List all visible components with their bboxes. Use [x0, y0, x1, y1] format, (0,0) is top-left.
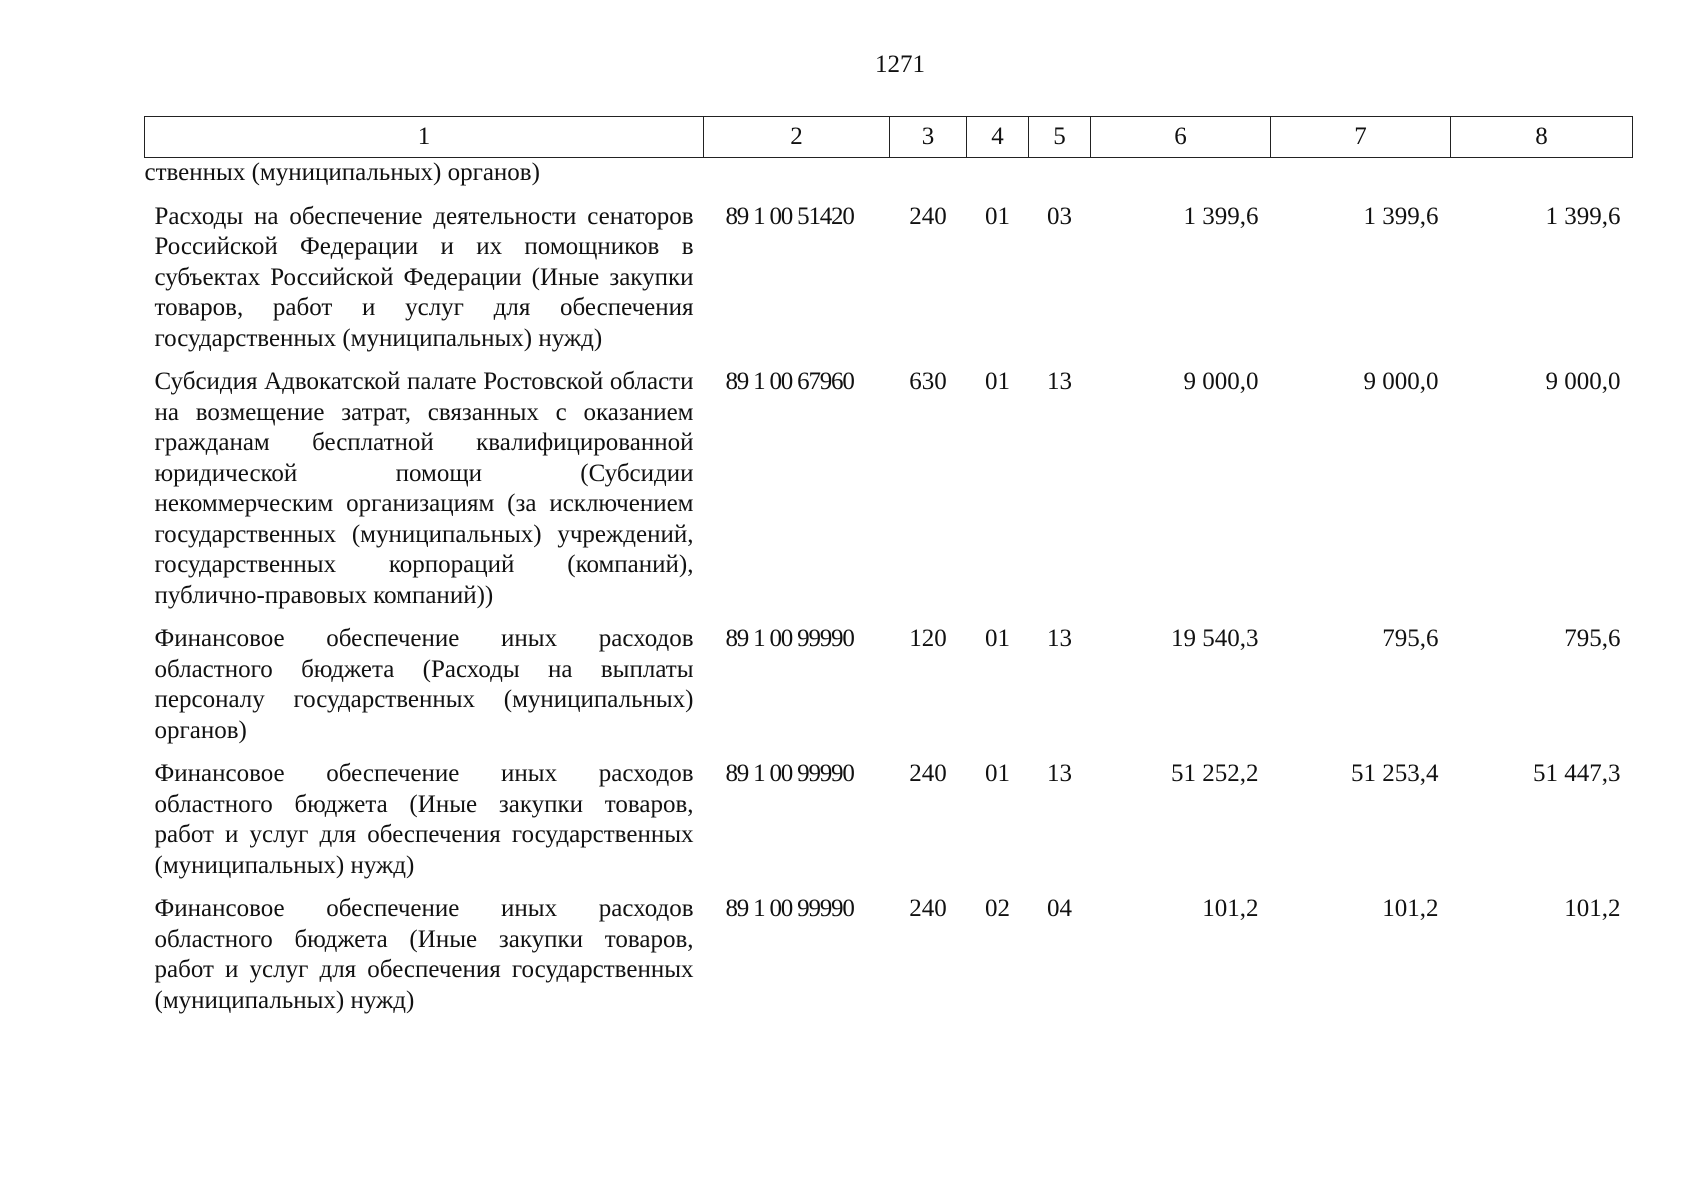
row-expense-type: 240 [909, 202, 947, 230]
budget-table [144, 116, 1633, 1016]
table-body [145, 158, 1633, 1017]
row-description: Финансовое обеспечение иных расходов областного бюджета (Расходы на выплаты персоналу государственных (муниципальных) органов) [154, 625, 694, 744]
row-section: 01 [985, 368, 1010, 395]
table-row [145, 354, 1633, 611]
row-value-2: 1 399,6 [1363, 202, 1439, 230]
row-target-code: 89 1 00 67960 [725, 368, 854, 395]
row-target-code: 89 1 00 99990 [725, 760, 854, 787]
row-section: 01 [985, 202, 1010, 230]
row-value-1: 51 252,2 [1171, 760, 1259, 787]
table-row [145, 746, 1633, 881]
row-subsection: 13 [1047, 368, 1072, 395]
row-expense-type: 240 [909, 895, 947, 922]
table-header [145, 117, 1633, 158]
row-subsection: 13 [1047, 760, 1072, 787]
row-target-code: 89 1 00 99990 [725, 895, 854, 922]
row-section: 02 [985, 895, 1010, 922]
header-row [145, 117, 1633, 158]
row-target-code: 89 1 00 51420 [725, 202, 854, 230]
column-header: 2 [704, 117, 890, 158]
row-value-2: 795,6 [1382, 625, 1439, 652]
row-section: 01 [985, 760, 1010, 787]
row-value-1: 19 540,3 [1171, 625, 1259, 652]
row-expense-type: 120 [909, 625, 947, 652]
row-subsection: 13 [1047, 625, 1072, 652]
row-expense-type: 240 [909, 760, 947, 787]
page-number: 1271 [875, 51, 925, 78]
row-description: Финансовое обеспечение иных расходов областного бюджета (Иные закупки товаров, работ и услуг для обеспечения государственных (муниципальных) нужд) [154, 760, 694, 879]
column-header: 7 [1271, 117, 1451, 158]
row-subsection: 03 [1047, 202, 1072, 230]
column-header: 3 [890, 117, 967, 158]
continuation-row [145, 158, 1633, 189]
table-row [145, 611, 1633, 746]
row-subsection: 04 [1047, 895, 1072, 922]
row-target-code: 89 1 00 99990 [725, 625, 854, 652]
row-value-3: 51 447,3 [1533, 760, 1621, 787]
row-expense-type: 630 [909, 368, 947, 395]
row-description: Расходы на обеспечение деятельности сенаторов Российской Федерации и их помощников в субъектах Российской Федерации (Иные закупки товаров, работ и услуг для обеспечения государственных (муниципальных) нужд) [154, 202, 694, 352]
row-value-1: 1 399,6 [1183, 202, 1259, 230]
continuation-text: ственных (муниципальных) органов) [144, 159, 540, 186]
column-header: 8 [1451, 117, 1633, 158]
row-value-1: 9 000,0 [1183, 368, 1259, 395]
column-header: 1 [145, 117, 704, 158]
table-row [145, 189, 1633, 355]
column-header: 5 [1029, 117, 1091, 158]
row-value-3: 1 399,6 [1545, 202, 1621, 230]
table-row [145, 881, 1633, 1016]
column-header: 6 [1091, 117, 1271, 158]
row-value-3: 795,6 [1564, 625, 1621, 652]
row-value-3: 9 000,0 [1545, 368, 1621, 395]
row-description: Субсидия Адвокатской палате Ростовской области на возмещение затрат, связанных с оказанием гражданам бесплатной квалифицированной юридической помощи (Субсидии некоммерческим организациям (за исключением государственных (муниципальных) учреждений, государственных корпораций (компаний), публично-правовых компаний)) [154, 368, 694, 609]
row-value-2: 51 253,4 [1351, 760, 1439, 787]
row-value-1: 101,2 [1202, 895, 1259, 922]
row-value-2: 101,2 [1382, 895, 1439, 922]
row-description: Финансовое обеспечение иных расходов областного бюджета (Иные закупки товаров, работ и услуг для обеспечения государственных (муниципальных) нужд) [154, 895, 694, 1014]
row-value-2: 9 000,0 [1363, 368, 1439, 395]
column-header: 4 [967, 117, 1029, 158]
row-value-3: 101,2 [1564, 895, 1621, 922]
row-section: 01 [985, 625, 1010, 652]
